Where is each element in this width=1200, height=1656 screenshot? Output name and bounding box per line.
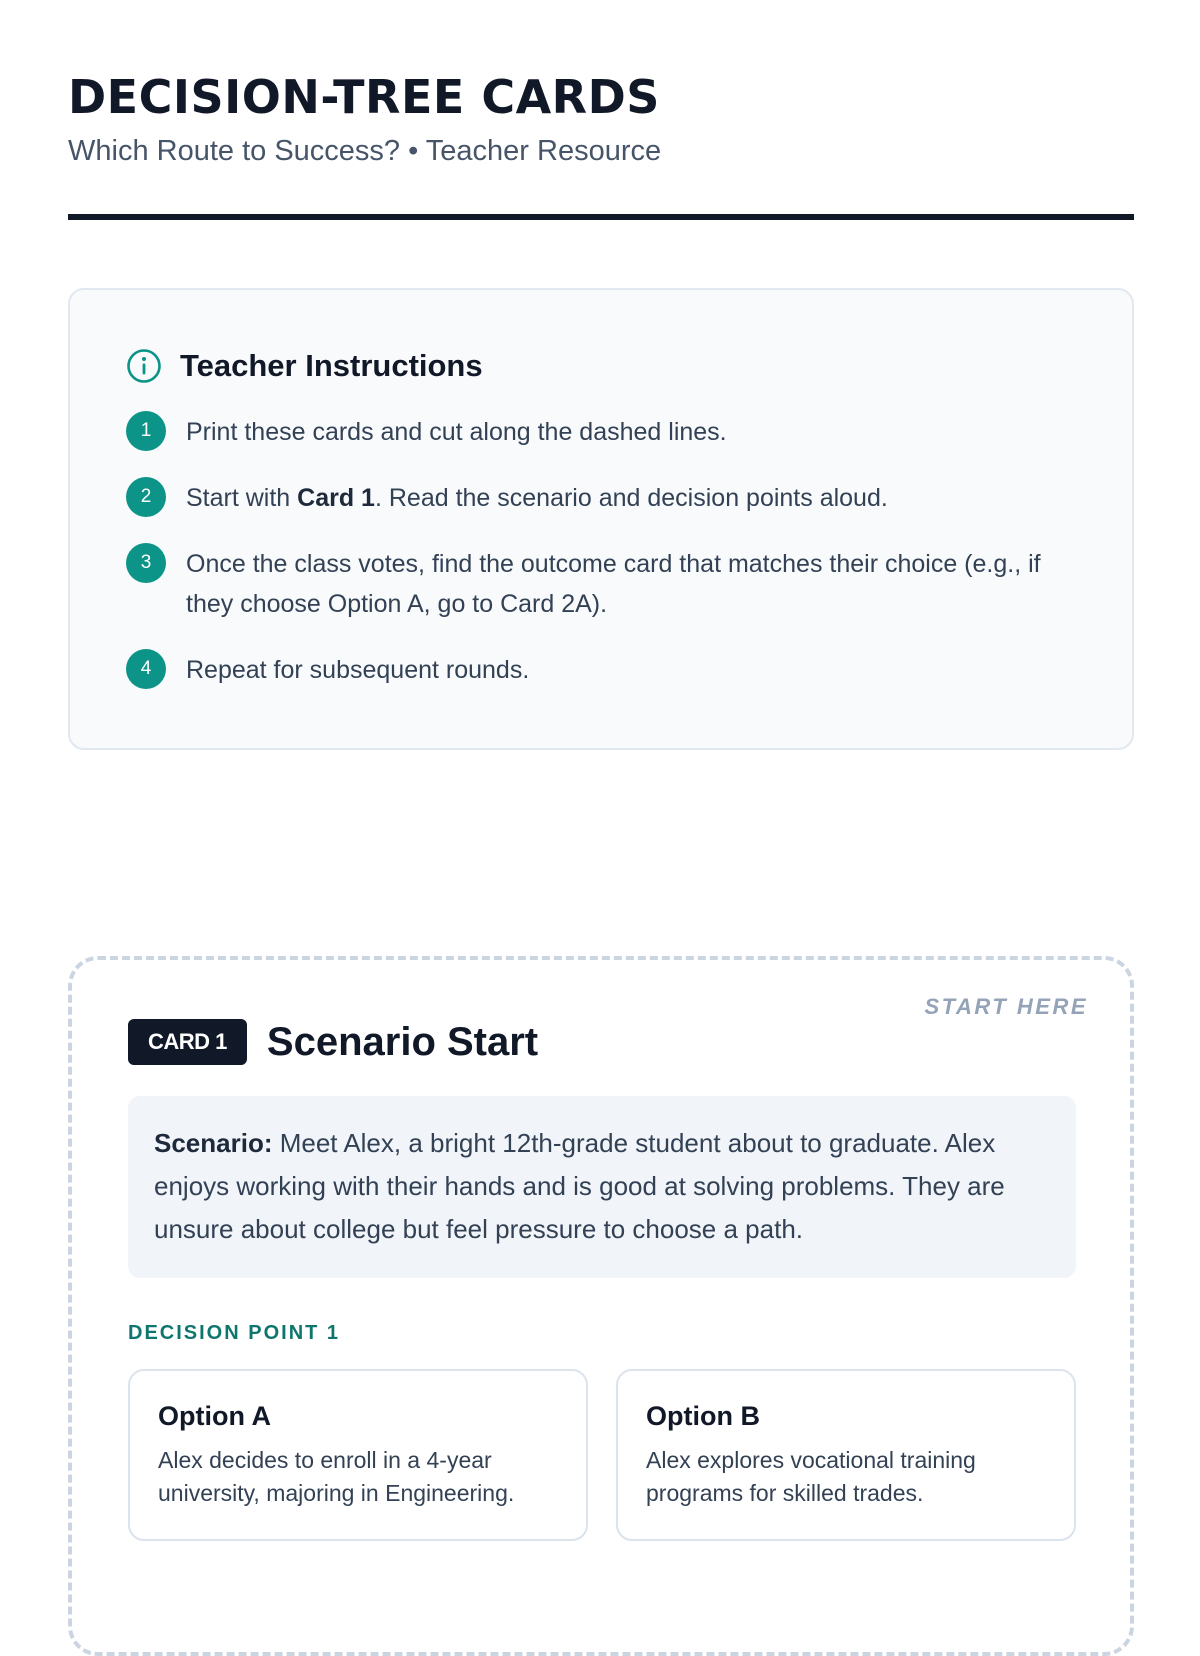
page: [68, 0, 1134, 1506]
instruction-step: [126, 412, 1078, 452]
step-number-badge: 3: [126, 543, 166, 583]
step-text: Print these cards and cut along the dashed lines.: [186, 418, 727, 446]
header-divider: [68, 214, 1134, 220]
step-number-badge: 1: [126, 411, 166, 451]
instructions-header: [126, 346, 1078, 386]
instruction-step: [126, 478, 1078, 518]
teacher-instructions-panel: [68, 288, 1134, 750]
option-a-card: [128, 1369, 588, 1541]
scenario-box: [128, 1096, 1076, 1278]
option-title: Option A: [158, 1401, 271, 1431]
decision-card-1: [68, 956, 1134, 1656]
option-description: Alex explores vocational training programs for skilled trades.: [646, 1447, 976, 1506]
header: [68, 0, 1134, 220]
step-text: Once the class votes, find the outcome card that matches their choice (e.g., if they choose Option A, go to Card 2A).: [186, 550, 1041, 618]
instruction-step: [126, 650, 1078, 690]
document-subtitle: Which Route to Success? • Teacher Resource: [68, 135, 662, 167]
option-b-card: [616, 1369, 1076, 1541]
instruction-steps: [126, 412, 1078, 690]
document-title: DECISION-TREE CARDS: [68, 70, 660, 124]
step-number-badge: 2: [126, 477, 166, 517]
step-text: Start with Card 1. Read the scenario and decision points aloud.: [186, 484, 888, 512]
decision-point-label: DECISION POINT 1: [128, 1322, 341, 1344]
option-title: Option B: [646, 1401, 760, 1431]
option-description: Alex decides to enroll in a 4-year university, majoring in Engineering.: [158, 1447, 515, 1506]
decision-options: [128, 1369, 1076, 1541]
info-icon: [126, 348, 162, 384]
step-number-badge: 4: [126, 649, 166, 689]
card-header: [128, 1018, 1076, 1066]
scenario-label: Scenario:: [154, 1128, 273, 1158]
card-title: Scenario Start: [266, 1019, 539, 1064]
step-text: Repeat for subsequent rounds.: [186, 656, 530, 684]
scenario-text: Meet Alex, a bright 12th-grade student about to graduate. Alex enjoys working with their hands and is good at solving problems. They are unsure about college but feel pressure to choose a path.: [154, 1128, 1005, 1244]
instructions-title: Teacher Instructions: [180, 348, 483, 383]
start-here-tag: START HERE: [924, 994, 1088, 1019]
instruction-step: [126, 544, 1078, 624]
card-number-badge: CARD 1: [128, 1019, 247, 1065]
